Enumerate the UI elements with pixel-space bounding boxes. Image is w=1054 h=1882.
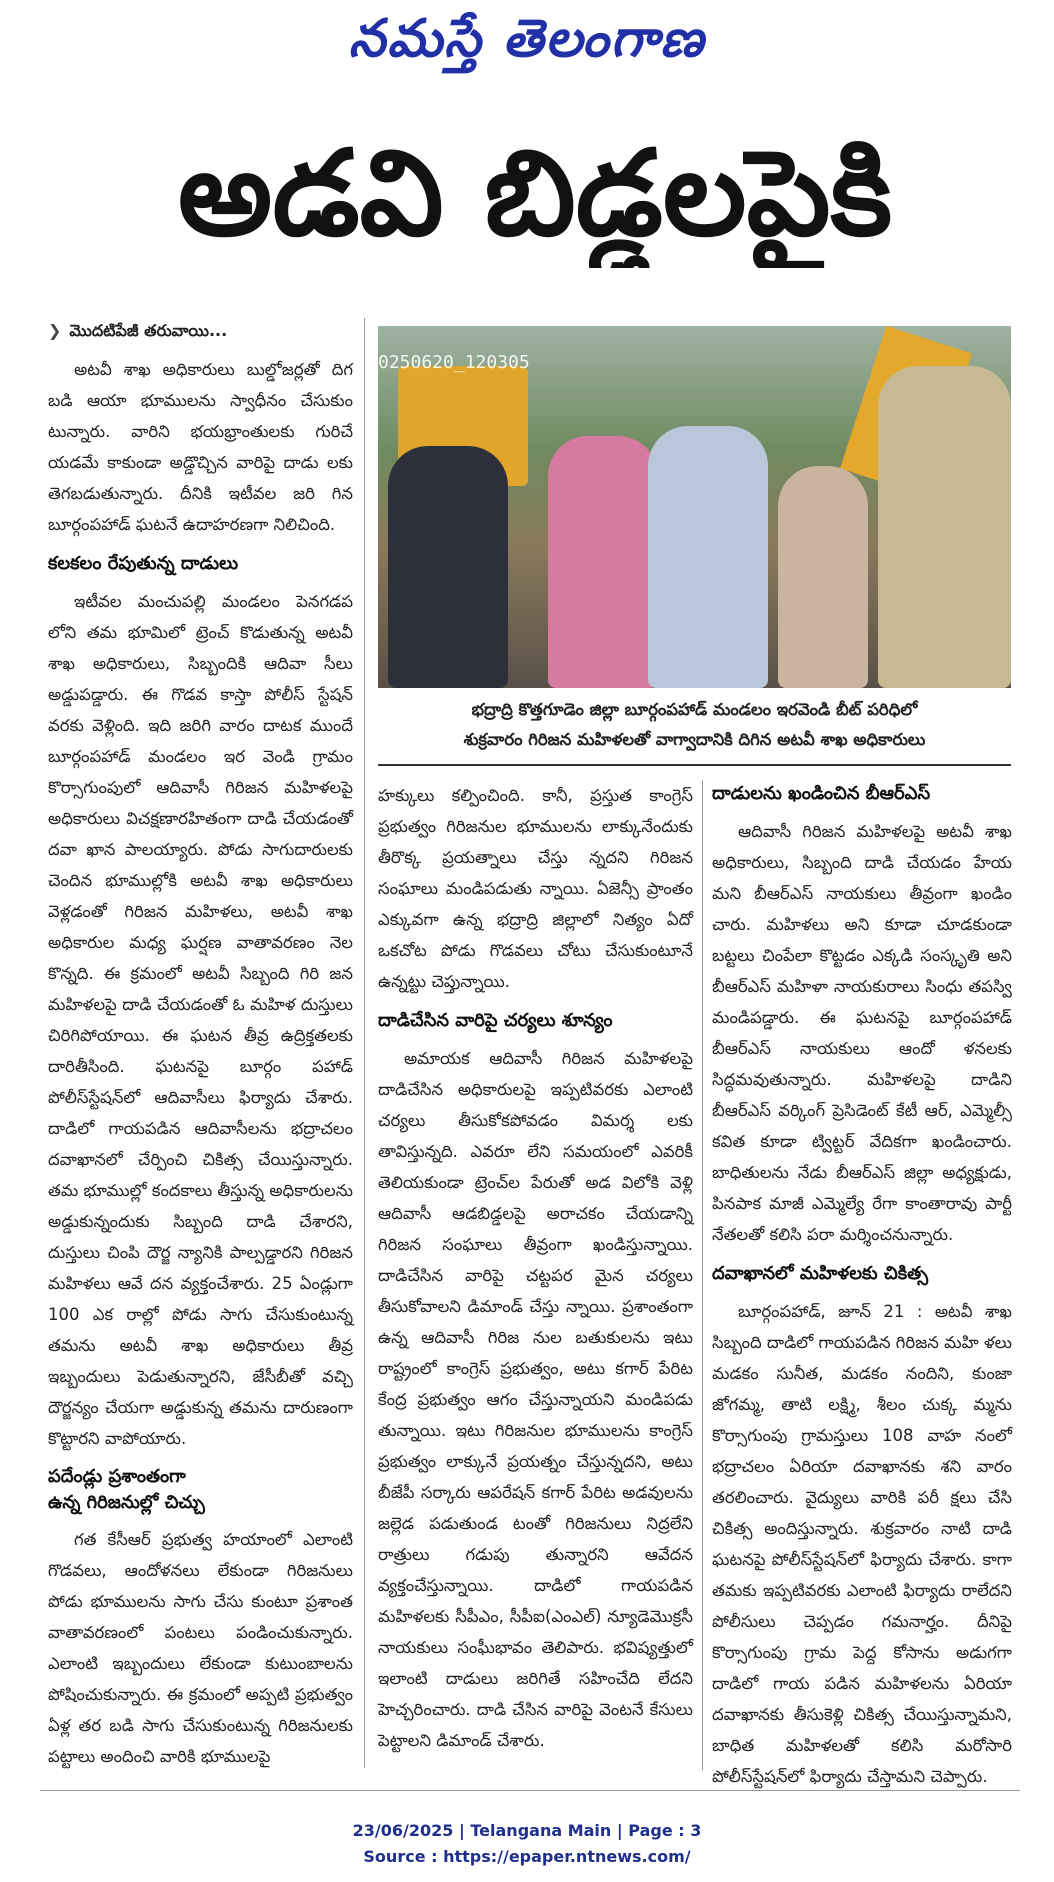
footer-date-edition: 23/06/2025 | Telangana Main | Page : 3 [352, 1821, 702, 1840]
subheading-line-2: ఉన్న గిరిజనుల్లో చిచ్చు [48, 1492, 205, 1513]
caption-divider [378, 764, 1011, 766]
column-divider [364, 318, 365, 1768]
article-column-1 [48, 318, 353, 1780]
article-column-3 [712, 780, 1012, 1800]
subheading-line-1: పదేండ్లు ప్రశాంతంగా [48, 1466, 186, 1487]
page-headline: అడవి బిడ్డలపైకి [177, 124, 893, 262]
chevron-right-icon: ❯ [48, 321, 62, 340]
person-shape [778, 466, 868, 688]
page-footer [0, 1818, 1054, 1870]
photo-timestamp: 0250620_120305 [378, 352, 530, 373]
newspaper-masthead: నమస్తే తెలంగాణ [348, 8, 706, 69]
subheading-attacks: కలకలం రేపుతున్న దాడులు [48, 553, 239, 574]
subheading-treatment: దవాఖానలో మహిళలకు చికిత్స [712, 1263, 929, 1284]
subheading-brs-condemn: దాడులను ఖండించిన బీఆర్‌ఎస్ [712, 783, 931, 804]
person-shape [648, 426, 768, 688]
photo-caption [378, 695, 1011, 755]
subheading-peaceful [48, 1464, 353, 1516]
caption-line: భద్రాద్రి కొత్తగూడెం జిల్లా బూర్గంపహాడ్ మండలం ఇరవెండి బీట్ పరిధిలో [471, 700, 918, 719]
footer-source-link[interactable]: Source : https://epaper.ntnews.com/ [363, 1847, 691, 1866]
subheading-no-action: దాడిచేసిన వారిపై చర్యలు శూన్యం [378, 1010, 613, 1031]
article-column-2 [378, 780, 693, 1764]
jump-line [48, 318, 353, 344]
paragraph: బూర్గంపహాడ్, జూన్ 21 : అటవీ శాఖ సిబ్బంది దాడిలో గాయపడిన గిరిజన మహి ళలు మడకం సునీత, మడకం నందిని, కుంజా జోగమ్మ, తాటి లక్ష్మి, శీలం చుక్క మ్మను కొర్సాగుంపు గ్రామస్తులు 108 వాహ నంలో భద్రాచలం ఏరియా దవాఖానకు శని వారం తరలించారు. వైద్యులు వారికి పరీ క్షలు చేసి చికిత్స అందిస్తున్నారు. శుక్రవారం నాటి దాడి ఘటనపై పోలీస్‌స్టేషన్‌లో ఫిర్యాదు చేశారు. కాగా తమకు ఇప్పటివరకు ఎలాంటి ఫిర్యాదు రాలేదని పోలీసులు చెప్పడం గమనార్హం. దీనిపై కొర్సాగుంపు గ్రామ పెద్ద కోసాను అడుగగా దాడిలో గాయ పడిన మహిళలను ఏరియా దవాఖానకు తీసుకెళ్లి చికిత్స చేయిస్తున్నామని, బాధిత మహిళలతో కలిసి మరోసారి పోలీస్‌స్టేషన్‌లో ఫిర్యాదు చేస్తామని చెప్పారు. [712, 1302, 1012, 1786]
paragraph: ఇటీవల మంచుపల్లి మండలం పెనగడప లోని తమ భూమిలో ట్రెంచ్ కొడుతున్న అటవీ శాఖ అధికారులు, సిబ్బందికి ఆదివా సీలు అడ్డుపడ్డారు. ఈ గొడవ కాస్తా పోలీస్ స్టేషన్ వరకు వెళ్లింది. ఇది జరిగి వారం దాటక ముందే బూర్గంపహాడ్ మండలం ఇర వెండి గ్రామం కొర్సాగుంపులో ఆదివాసీ గిరిజన మహిళలపై అధికారులు విచక్షణారహితంగా దాడి చేయడంతో దవా ఖాన పాలయ్యారు. పోడు సాగుదారులకు చెందిన భూముల్లోకి అటవీ శాఖ అధికారులు వెళ్లడంతో గిరిజన మహిళలు, అటవీ శాఖ అధికారుల మధ్య ఘర్షణ వాతావరణం నెల కొన్నది. ఈ క్రమంలో అటవీ సిబ్బంది గిరి జన మహిళలపై దాడి చేయడంతో ఓ మహిళ దుస్తులు చిరిగిపోయాయి. ఈ ఘటన తీవ్ర ఉద్రిక్తతలకు దారితీసింది. ఘటనపై బూర్గం పహాడ్ పోలీస్‌స్టేషన్‌లో ఆదివాసీలు ఫిర్యాదు చేశారు. దాడిలో గాయపడిన ఆదివాసీలను భద్రాచలం దవాఖానలో చేర్పించి చికిత్స చేయిస్తున్నారు. తమ భూముల్లో కందకాలు తీస్తున్న అధికారులను అడ్డుకున్నందుకు సిబ్బంది దాడి చేశారని, దుస్తులు చింపి దౌర్జ న్యానికి పాల్పడ్డారని గిరిజన మహిళలు ఆవే దన వ్యక్తంచేశారు. 25 ఏండ్లుగా 100 ఎక రాల్లో పోడు సాగు చేసుకుంటున్న తమను అటవీ శాఖ అధికారులు తీవ్ర ఇబ్బందులు పెడుతున్నారని, జేసీబీతో వచ్చి దౌర్జన్యం చేయగా అడ్డుకున్న తమను దారుణంగా కొట్టారని వాపోయారు. [48, 592, 353, 1448]
person-shape [388, 446, 508, 688]
person-shape [548, 436, 658, 688]
column-divider [702, 780, 703, 1770]
intro-paragraph: అటవీ శాఖ అధికారులు బుల్డోజర్లతో దిగ బడి ఆయా భూములను స్వాధీనం చేసుకుం టున్నారు. వారిని భయభ్రాంతులకు గురిచే యడమే కాకుండా అడ్డొచ్చిన వారిపై దాడు లకు తెగబడుతున్నారు. దీనికి ఇటీవల జరి గిన బూర్గంపహాడ్ ఘటనే ఉదాహరణగా నిలిచింది. [48, 360, 353, 534]
paragraph: అమాయక ఆదివాసీ గిరిజన మహిళలపై దాడిచేసిన అధికారులపై ఇప్పటివరకు ఎలాంటి చర్యలు తీసుకోకపోవడం విమర్శ లకు తావిస్తున్నది. ఎవరూ లేని సమయంలో ఎవరికీ తెలియకుండా ట్రెంచ్‌ల పేరుతో అడ విలోకి వెళ్లి ఆదివాసీ ఆడబిడ్డలపై అరాచకం చేయడాన్ని గిరిజన సంఘాలు తీవ్రంగా ఖండిస్తున్నాయి. దాడిచేసిన వారిపై చట్టపర మైన చర్యలు తీసుకోవాలని డిమాండ్ చేస్తు న్నాయి. ప్రశాంతంగా ఉన్న ఆదివాసీ గిరిజ నుల బతుకులను ఇటు రాష్ట్రంలో కాంగ్రెస్ ప్రభుత్వం, అటు కగార్ పేరిట కేంద్ర ప్రభుత్వం ఆగం చేస్తున్నాయని మండిపడు తున్నాయి. ఇటు గిరిజనుల భూములను కాంగ్రెస్ ప్రభుత్వం లాక్కునే ప్రయత్నం చేస్తున్నదని, అటు బీజేపీ సర్కారు ఆపరేషన్ కగార్ పేరిట అడవులను జల్లెడ పడుతుండ టంతో గిరిజనులు నిద్రలేని రాత్రులు గడుపు తున్నారని ఆవేదన వ్యక్తంచేస్తున్నాయి. దాడిలో గాయపడిన మహిళలకు సీపీఎం, సీపీఐ(ఎంఎల్) న్యూడెమొక్రసీ నాయకులు సంఘీభావం తెలిపారు. భవిష్యత్తులో ఇలాంటి దాడులు జరిగితే సహించేది లేదని హెచ్చరించారు. దాడి చేసిన వారిపై వెంటనే కేసులు పెట్టాలని డిమాండ్ చేశారు. [378, 1049, 693, 1750]
news-photo [378, 326, 1011, 688]
caption-line: శుక్రవారం గిరిజన మహిళలతో వాగ్వాదానికి దిగిన అటవీ శాఖ అధికారులు [463, 730, 926, 749]
paragraph: హక్కులు కల్పించింది. కానీ, ప్రస్తుత కాంగ్రెస్ ప్రభుత్వం గిరిజనుల భూములను లాక్కునేందుకు తీరొక్క ప్రయత్నాలు చేస్తు న్నదని గిరిజన సంఘాలు మండిపడుతు న్నాయి. ఏజెన్సీ ప్రాంతం ఎక్కువగా ఉన్న భద్రాద్రి జిల్లాలో నిత్యం ఏదో ఒకచోట పోడు గొడవలు చోటు చేసుకుంటూనే ఉన్నట్టు చెప్తున్నాయి. [378, 786, 693, 991]
bottom-rule [40, 1790, 1020, 1791]
paragraph: ఆదివాసీ గిరిజన మహిళలపై అటవీ శాఖ అధికారులు, సిబ్బంది దాడి చేయడం హేయ మని బీఆర్‌ఎస్ నాయకులు తీవ్రంగా ఖండిం చారు. మహిళలు అని కూడా చూడకుండా బట్టలు చింపేలా కొట్టడం ఎక్కడి సంస్కృతి అని బీఆర్‌ఎస్ మహిళా నాయకురాలు సింధు తపస్వి మండిపడ్డారు. ఈ ఘటనపై బూర్గంపహాడ్ బీఆర్‌ఎస్ నాయకులు ఆందో ళనలకు సిద్ధమవుతున్నారు. మహిళలపై దాడిని బీఆర్‌ఎస్ వర్కింగ్ ప్రెసిడెంట్ కేటీ ఆర్, ఎమ్మెల్సీ కవిత కూడా ట్విట్టర్ వేదికగా ఖండించారు. బాధితులను నేడు బీఆర్‌ఎస్ జిల్లా అధ్యక్షుడు, పినపాక మాజీ ఎమ్మెల్యే రేగా కాంతారావు పార్టీ నేతలతో కలిసి పరా మర్శించనున్నారు. [712, 822, 1012, 1244]
jump-label: మొదటిపేజీ తరువాయి... [69, 321, 228, 340]
paragraph: గత కేసీఆర్ ప్రభుత్వ హయాంలో ఎలాంటి గొడవలు, ఆందోళనలు లేకుండా గిరిజనులు పోడు భూములను సాగు చేసు కుంటూ ప్రశాంత వాతావరణంలో పంటలు పండించుకున్నారు. ఎలాంటి ఇబ్బందులు లేకుండా కుటుంబాలను పోషించుకున్నారు. ఈ క్రమంలో అప్పటి ప్రభుత్వం ఏళ్ల తర బడి సాగు చేసుకుంటున్న గిరిజనులకు పట్టాలు అందించి వారికి భూములపై [48, 1530, 353, 1766]
person-shape [878, 366, 1011, 688]
